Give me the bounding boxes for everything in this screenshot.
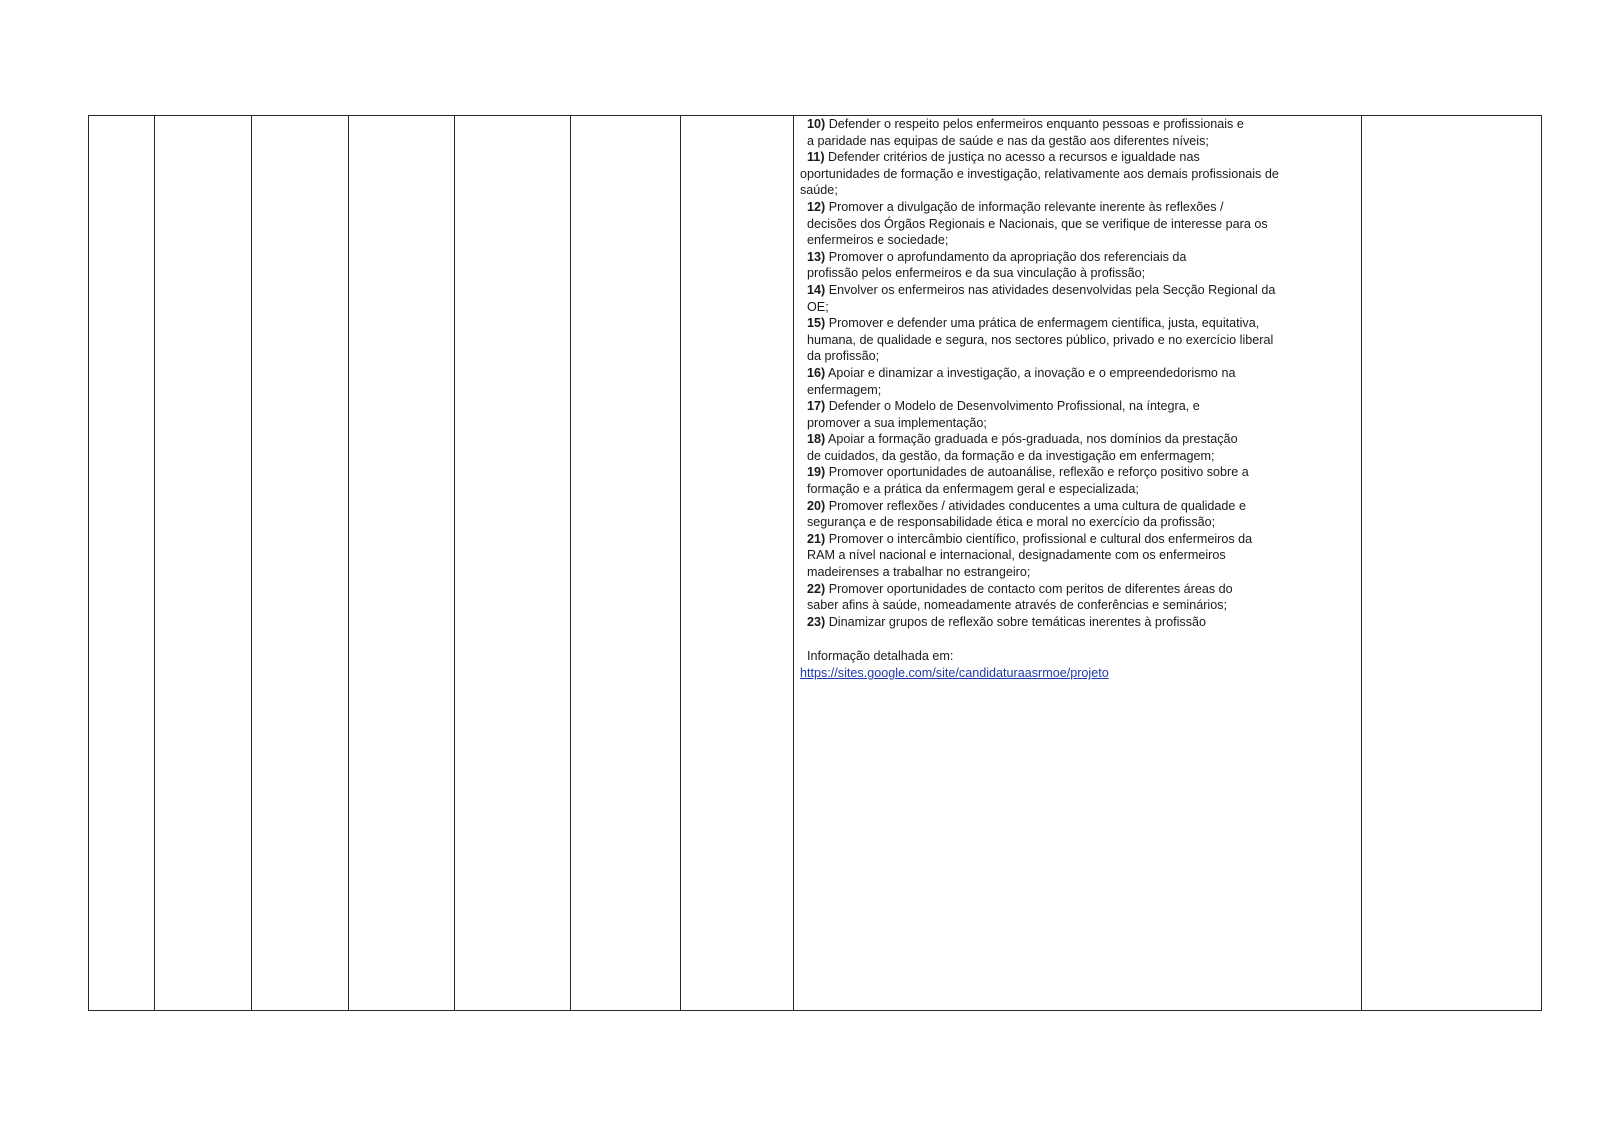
item-number: 19) — [807, 465, 826, 480]
item-text: Promover o intercâmbio científico, profissional e cultural dos enfermeiros da — [825, 531, 1253, 546]
list-item — [800, 315, 1355, 332]
item-text: Apoiar e dinamizar a investigação, a inovação e o empreendedorismo na — [825, 365, 1236, 380]
list-item — [800, 149, 1355, 166]
empty-cell-1 — [89, 116, 155, 1011]
empty-cell-6 — [571, 116, 681, 1011]
list-item-continuation: segurança e de responsabilidade ética e moral no exercício da profissão; — [807, 515, 1216, 530]
empty-cell-3 — [252, 116, 349, 1011]
list-item — [800, 199, 1355, 216]
empty-cell-5 — [455, 116, 571, 1011]
list-item-continuation: humana, de qualidade e segura, nos sectores público, privado e no exercício liberal — [807, 332, 1274, 347]
item-number: 14) — [807, 282, 826, 297]
item-text: Defender o respeito pelos enfermeiros enquanto pessoas e profissionais e — [825, 117, 1244, 131]
list-item — [800, 581, 1355, 598]
item-number: 10) — [807, 117, 826, 131]
list-item — [800, 282, 1355, 299]
info-label: Informação detalhada em: — [807, 649, 954, 664]
empty-cell-2 — [155, 116, 252, 1011]
list-item-continuation: decisões dos Órgãos Regionais e Nacionais, que se verifique de interesse para os — [807, 216, 1268, 231]
list-item-continuation: saúde; — [800, 183, 838, 198]
empty-cell-4 — [349, 116, 455, 1011]
item-number: 22) — [807, 581, 826, 596]
item-text: Promover e defender uma prática de enfermagem científica, justa, equitativa, — [825, 316, 1260, 331]
list-item-continuation: enfermeiros e sociedade; — [807, 233, 949, 248]
item-number: 12) — [807, 199, 826, 214]
item-text: Defender o Modelo de Desenvolvimento Profissional, na íntegra, e — [825, 399, 1200, 414]
objectives-cell — [794, 116, 1362, 1011]
empty-cell-7 — [681, 116, 794, 1011]
item-number: 15) — [807, 316, 826, 331]
list-item-continuation: a paridade nas equipas de saúde e nas da gestão aos diferentes níveis; — [807, 133, 1209, 148]
item-number: 17) — [807, 399, 826, 414]
info-link[interactable]: https://sites.google.com/site/candidaturaasrmoe/projeto — [800, 666, 1109, 680]
list-item — [800, 365, 1355, 382]
list-item-continuation: da profissão; — [807, 349, 880, 364]
item-number: 11) — [807, 150, 825, 165]
empty-cell-9 — [1362, 116, 1542, 1011]
list-item-continuation: OE; — [807, 299, 829, 314]
list-item-continuation: promover a sua implementação; — [807, 415, 987, 430]
item-number: 20) — [807, 498, 826, 513]
list-item — [800, 464, 1355, 481]
item-number: 13) — [807, 249, 826, 264]
document-table — [88, 115, 1542, 1011]
list-item-continuation: oportunidades de formação e investigação, relativamente aos demais profissionais de — [800, 166, 1279, 181]
item-text: Promover o aprofundamento da apropriação dos referenciais da — [825, 249, 1187, 264]
item-number: 23) — [807, 614, 826, 629]
objectives-list — [800, 116, 1355, 630]
list-item — [800, 249, 1355, 266]
list-item — [800, 531, 1355, 548]
list-item-continuation: enfermagem; — [807, 382, 882, 397]
list-item — [800, 431, 1355, 448]
list-item-continuation: madeirenses a trabalhar no estrangeiro; — [807, 565, 1031, 580]
list-item — [800, 498, 1355, 515]
list-item-continuation: de cuidados, da gestão, da formação e da investigação em enfermagem; — [807, 448, 1215, 463]
list-item-continuation: saber afins à saúde, nomeadamente através de conferências e seminários; — [807, 598, 1228, 613]
item-number: 16) — [807, 365, 826, 380]
list-item — [800, 398, 1355, 415]
item-number: 21) — [807, 531, 826, 546]
item-text: Promover reflexões / atividades conducentes a uma cultura de qualidade e — [825, 498, 1246, 513]
item-number: 18) — [807, 432, 826, 447]
list-item-continuation: RAM a nível nacional e internacional, designadamente com os enfermeiros — [807, 548, 1226, 563]
item-text: Promover oportunidades de autoanálise, reflexão e reforço positivo sobre a — [825, 465, 1249, 480]
list-item — [800, 614, 1355, 631]
list-item-continuation: profissão pelos enfermeiros e da sua vinculação à profissão; — [807, 266, 1146, 281]
list-item-continuation: formação e a prática da enfermagem geral e especializada; — [807, 482, 1139, 497]
item-text: Dinamizar grupos de reflexão sobre temáticas inerentes à profissão — [825, 614, 1207, 629]
item-text: Promover a divulgação de informação relevante inerente às reflexões / — [825, 199, 1224, 214]
item-text: Envolver os enfermeiros nas atividades desenvolvidas pela Secção Regional da — [825, 282, 1276, 297]
item-text: Apoiar a formação graduada e pós-graduada, nos domínios da prestação — [825, 432, 1238, 447]
item-text: Defender critérios de justiça no acesso a recursos e igualdade nas — [824, 150, 1200, 165]
info-block — [800, 648, 1355, 681]
item-text: Promover oportunidades de contacto com peritos de diferentes áreas do — [825, 581, 1233, 596]
table-row — [89, 116, 1542, 1011]
list-item — [800, 116, 1355, 133]
